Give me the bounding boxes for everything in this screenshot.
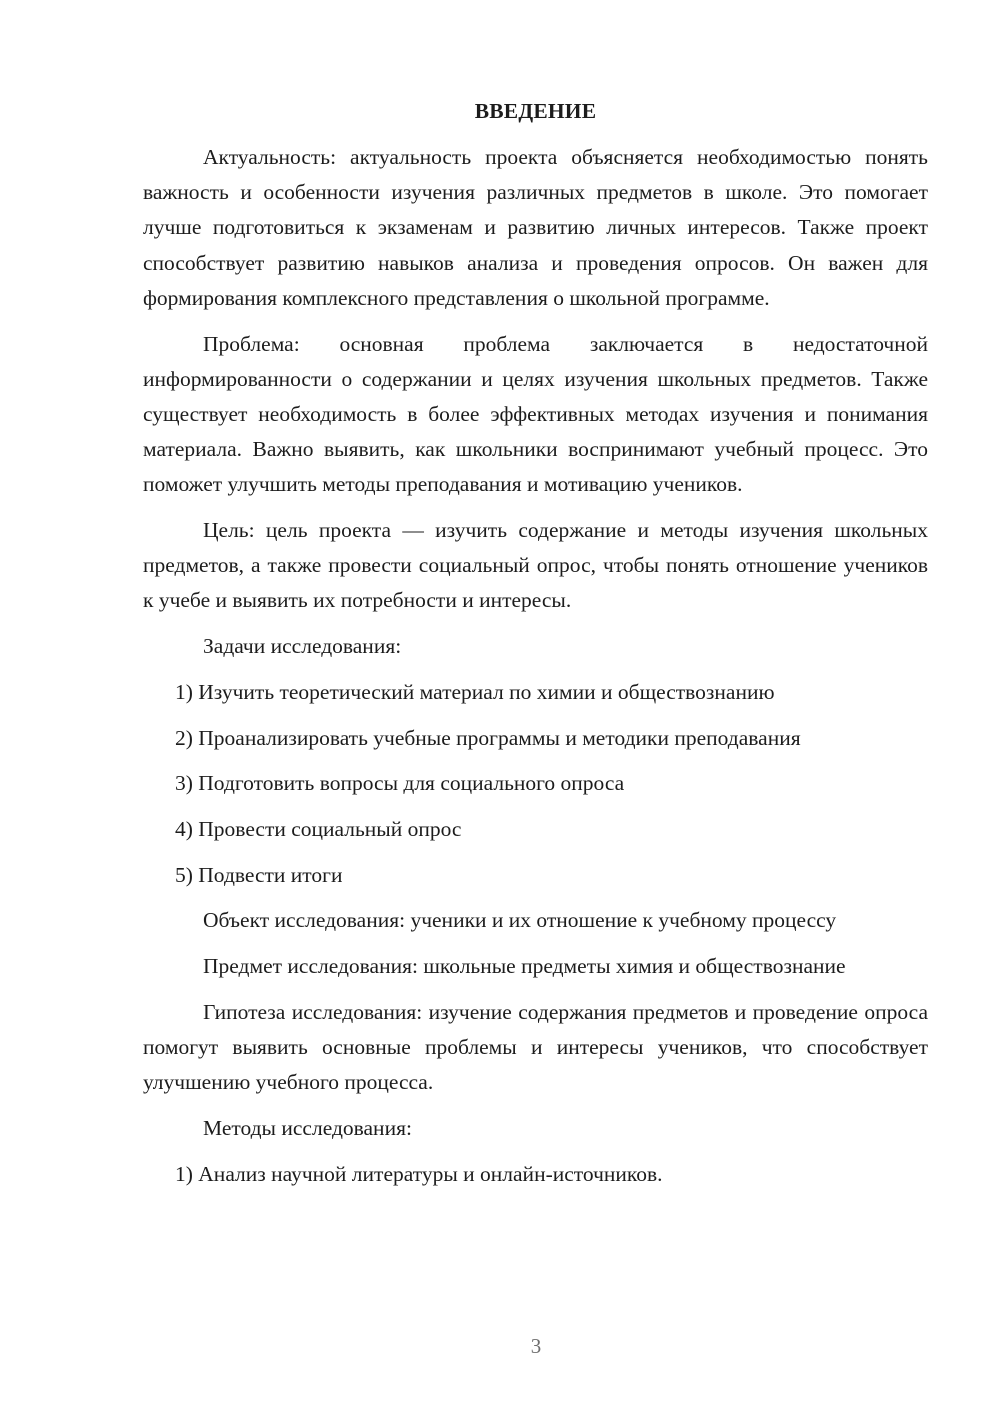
methods-list — [143, 1157, 928, 1192]
task-item: 1) Изучить теоретический материал по химии и обществознанию — [175, 679, 775, 704]
task-item: 2) Проанализировать учебные программы и методики преподавания — [175, 725, 801, 750]
problem-paragraph: Проблема: основная проблема заключается в недостаточной информированности о содержании и целях изучения школьных предметов. Также существует необходимость в более эффективных методах изучения и понимания материала. Важно выявить, как школьники воспринимают учебный процесс. Это поможет улучшить методы преподавания и мотивацию учеников. — [143, 331, 928, 497]
relevance-paragraph: Актуальность: актуальность проекта объясняется необходимостью понять важность и особенности изучения различных предметов в школе. Это помогает лучше подготовиться к экзаменам и развитию личных интересов. Также проект способствует развитию навыков анализа и проведения опросов. Он важен для формирования комплексного представления о школьной программе. — [143, 145, 928, 310]
page-number: 3 — [530, 1334, 542, 1358]
task-item: 3) Подготовить вопросы для социального опроса — [175, 771, 625, 796]
tasks-list — [143, 675, 928, 893]
method-item: 1) Анализ научной литературы и онлайн-источников. — [175, 1161, 663, 1186]
task-item: 5) Подвести итоги — [175, 862, 343, 887]
goal-paragraph: Цель: цель проекта — изучить содержание и методы изучения школьных предметов, а также провести социальный опрос, чтобы понять отношение учеников к учебе и выявить их потребности и интересы. — [143, 518, 928, 613]
methods-heading: Методы исследования: — [203, 1115, 412, 1140]
section-heading: ВВЕДЕНИЕ — [474, 99, 597, 123]
task-item: 4) Провести социальный опрос — [175, 816, 462, 841]
tasks-heading: Задачи исследования: — [203, 634, 402, 659]
object-paragraph: Объект исследования: ученики и их отношение к учебному процессу — [203, 908, 837, 933]
document-page — [143, 94, 928, 1202]
subject-paragraph: Предмет исследования: школьные предметы химия и обществознание — [203, 954, 846, 979]
hypothesis-paragraph: Гипотеза исследования: изучение содержания предметов и проведение опроса помогут выявить основные проблемы и интересы учеников, что способствует улучшению учебного процесса. — [143, 999, 928, 1095]
